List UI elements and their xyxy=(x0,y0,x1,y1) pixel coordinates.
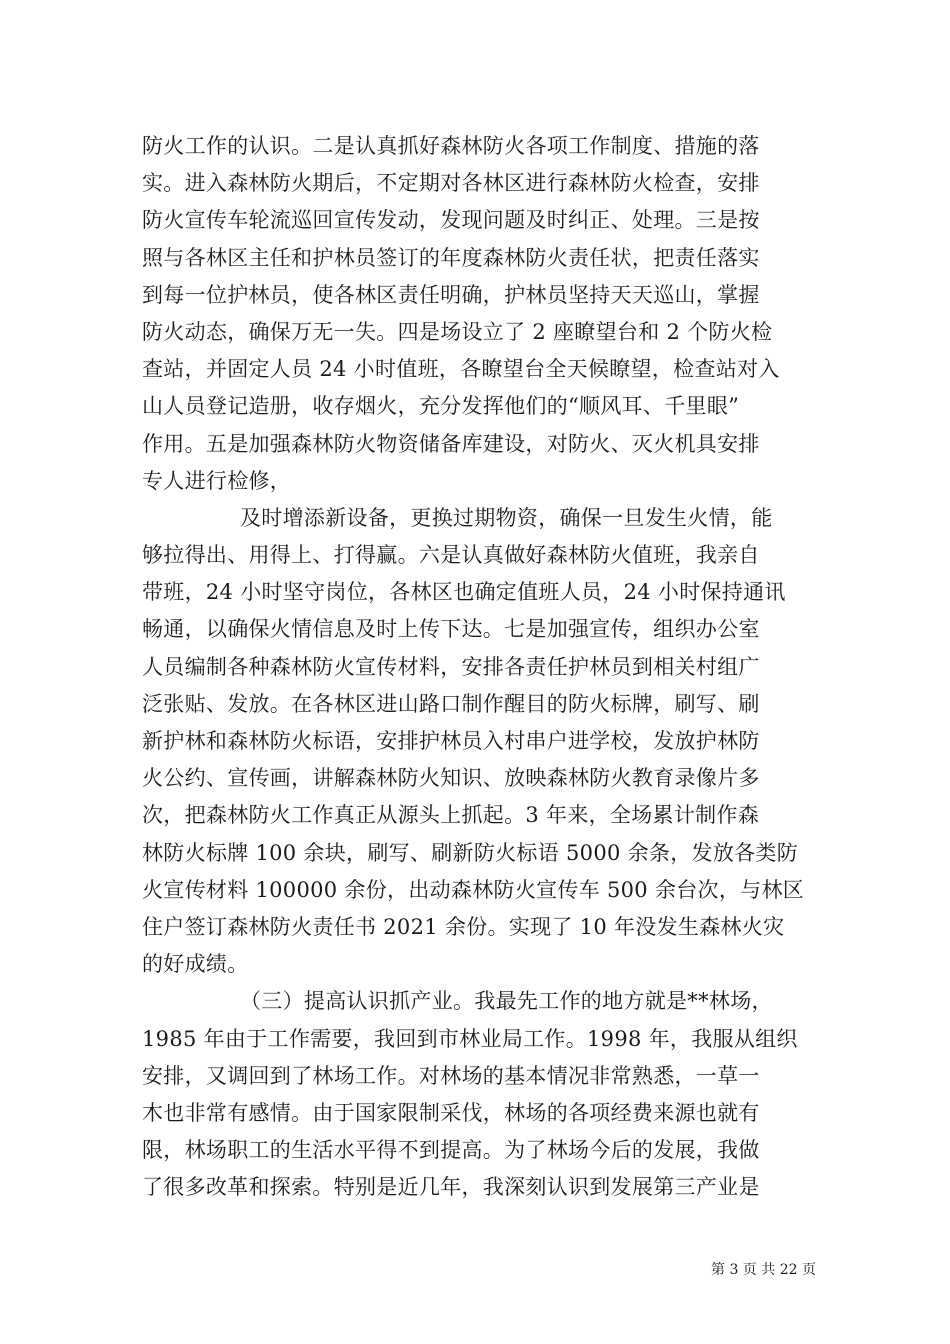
text-line: 防火宣传车轮流巡回宣传发动，发现问题及时纠正、处理。三是按 xyxy=(142,208,760,233)
body-text xyxy=(142,128,810,1206)
text-line: 火宣传材料 100000 余份，出动森林防火宣传车 500 余台次，与林区 xyxy=(142,877,805,902)
text-line: 人员编制各种森林防火宣传材料，安排各责任护林员到相关村组广 xyxy=(142,654,760,679)
text-line: 火公约、宣传画，讲解森林防火知识、放映森林防火教育录像片多 xyxy=(142,766,760,791)
text-line: 木也非常有感情。由于国家限制采伐，林场的各项经费来源也就有 xyxy=(142,1100,760,1125)
text-line: 够拉得出、用得上、打得赢。六是认真做好森林防火值班，我亲自 xyxy=(142,543,760,568)
text-line: 带班，24 小时坚守岗位，各林区也确定值班人员，24 小时保持通讯 xyxy=(142,580,786,605)
text-line: 泛张贴、发放。在各林区进山路口制作醒目的防火标牌，刷写、刷 xyxy=(142,691,760,716)
text-line: 新护林和森林防火标语，安排护林员入村串户进学校，发放护林防 xyxy=(142,729,760,753)
page-number: 第 3 页 共 22 页 xyxy=(711,1262,816,1278)
text-line: 1985 年由于工作需要，我回到市林业局工作。1998 年，我服从组织 xyxy=(142,1026,798,1051)
text-line: 防火工作的认识。二是认真抓好森林防火各项工作制度、措施的落 xyxy=(142,134,760,158)
text-line: 防火动态，确保万无一失。四是场设立了 2 座瞭望台和 2 个防火检 xyxy=(142,319,773,344)
text-line: 安排，又调回到了林场工作。对林场的基本情况非常熟悉，一草一 xyxy=(142,1063,760,1088)
text-line: 专人进行检修， xyxy=(142,468,292,493)
text-line: 作用。五是加强森林防火物资储备库建设，对防火、灭火机具安排 xyxy=(142,431,760,456)
text-line-indented: 及时增添新设备，更换过期物资，确保一旦发生火情，能 xyxy=(240,505,773,530)
text-line: 林防火标牌 100 余块，刷写、刷新防火标语 5000 余条，发放各类防 xyxy=(142,840,799,865)
text-line: 查站，并固定人员 24 小时值班，各瞭望台全天候瞭望，检查站对入 xyxy=(142,357,780,382)
text-line: 的好成绩。 xyxy=(142,952,249,977)
text-line: 山人员登记造册，收存烟火，充分发挥他们的“顺风耳、千里眼” xyxy=(142,394,740,419)
text-line: 限，林场职工的生活水平得不到提高。为了林场今后的发展，我做 xyxy=(142,1138,760,1163)
text-line: 实。进入森林防火期后，不定期对各林区进行森林防火检查，安排 xyxy=(142,171,760,196)
section-heading-line: （三）提高认识抓产业。我最先工作的地方就是**林场， xyxy=(240,989,773,1014)
text-line: 到每一位护林员，使各林区责任明确，护林员坚持天天巡山，掌握 xyxy=(142,282,760,307)
text-line: 畅通，以确保火情信息及时上传下达。七是加强宣传，组织办公室 xyxy=(142,617,760,642)
text-line: 照与各林区主任和护林员签订的年度森林防火责任状，把责任落实 xyxy=(142,245,760,270)
text-line: 了很多改革和探索。特别是近几年，我深刻认识到发展第三产业是 xyxy=(142,1175,760,1200)
text-line: 次，把森林防火工作真正从源头上抓起。3 年来，全场累计制作森 xyxy=(142,803,760,828)
text-line: 住户签订森林防火责任书 2021 余份。实现了 10 年没发生森林火灾 xyxy=(142,914,785,939)
